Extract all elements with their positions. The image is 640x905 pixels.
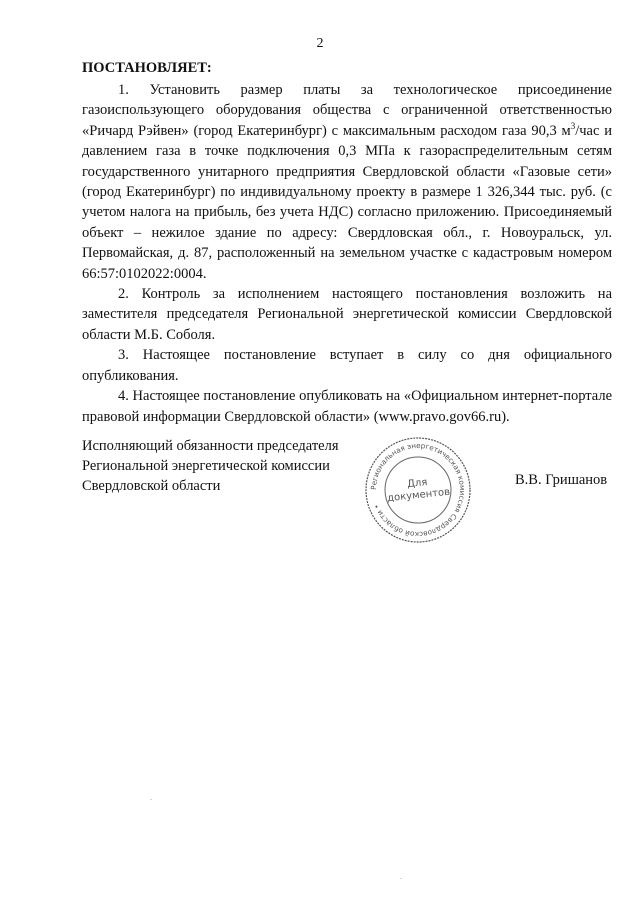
item-4 [82, 386, 612, 427]
item-1-text-part2: /час и давлением газа в точке подключения 0,3 МПа к газораспределительным сетям государственного унитарного предприятия Свердловской области «Газовые сети» (город Екатеринбург) по индивидуальному проекту в размере 1 326,344 тыс. руб. (с учетом налога на прибыль, без учета НДС) согласно приложению. Присоединяемый объект – нежилое здание по адресу: Свердловская обл., г. Новоуральск, ул. Первомайская, д. 87, расположенный на земельном участке с кадастровым номером 66:57:0102022:0004. [82, 122, 612, 282]
resolution-heading: ПОСТАНОВЛЯЕТ: [82, 60, 212, 76]
item-3-text: Настоящее постановление вступает в силу со дня официального опубликования. [82, 347, 613, 384]
stamp-center-line-2: документов [386, 486, 451, 505]
stamp-ring-text: Региональная энергетическая комиссия Свердловской области • [368, 440, 468, 540]
signatory-line-3: Свердловской области [82, 477, 221, 494]
item-3 [82, 345, 612, 386]
official-stamp [363, 435, 473, 545]
scan-speck-1: . [150, 793, 152, 802]
page-number: 2 [316, 36, 324, 51]
item-2 [82, 284, 612, 345]
item-1-text-part1: Установить размер платы за технологическое присоединение газоиспользующего оборудования общества с ограниченной ответственностью «Ричард Рэйвен» (город Екатеринбург) с максимальным расходом газа 90,3 м [82, 82, 612, 139]
item-1-number: 1. [118, 82, 129, 98]
item-1 [82, 80, 612, 284]
resolution-body [82, 80, 612, 427]
item-4-number: 4. [118, 388, 129, 405]
item-1-superscript: 3 [570, 120, 576, 131]
signatory-line-1: Исполняющий обязанности председателя [82, 438, 339, 454]
item-2-text: Контроль за исполнением настоящего постановления возложить на заместителя председателя Региональной энергетической комиссии Свердловской области М.Б. Соболя. [82, 286, 612, 343]
item-2-number: 2. [118, 286, 129, 303]
item-4-text: Настоящее постановление опубликовать на «Официальном интернет-портале правовой информации Свердловской области» (www.pravo.gov66.ru). [82, 388, 613, 425]
signatory-position [82, 437, 339, 496]
item-3-number: 3. [118, 347, 129, 364]
scan-speck-2: . [400, 872, 402, 881]
signatory-name: В.В. Гришанов [515, 472, 608, 488]
stamp-center-line-1: Для [406, 477, 428, 491]
signatory-line-2: Региональной энергетической комиссии [82, 457, 330, 474]
